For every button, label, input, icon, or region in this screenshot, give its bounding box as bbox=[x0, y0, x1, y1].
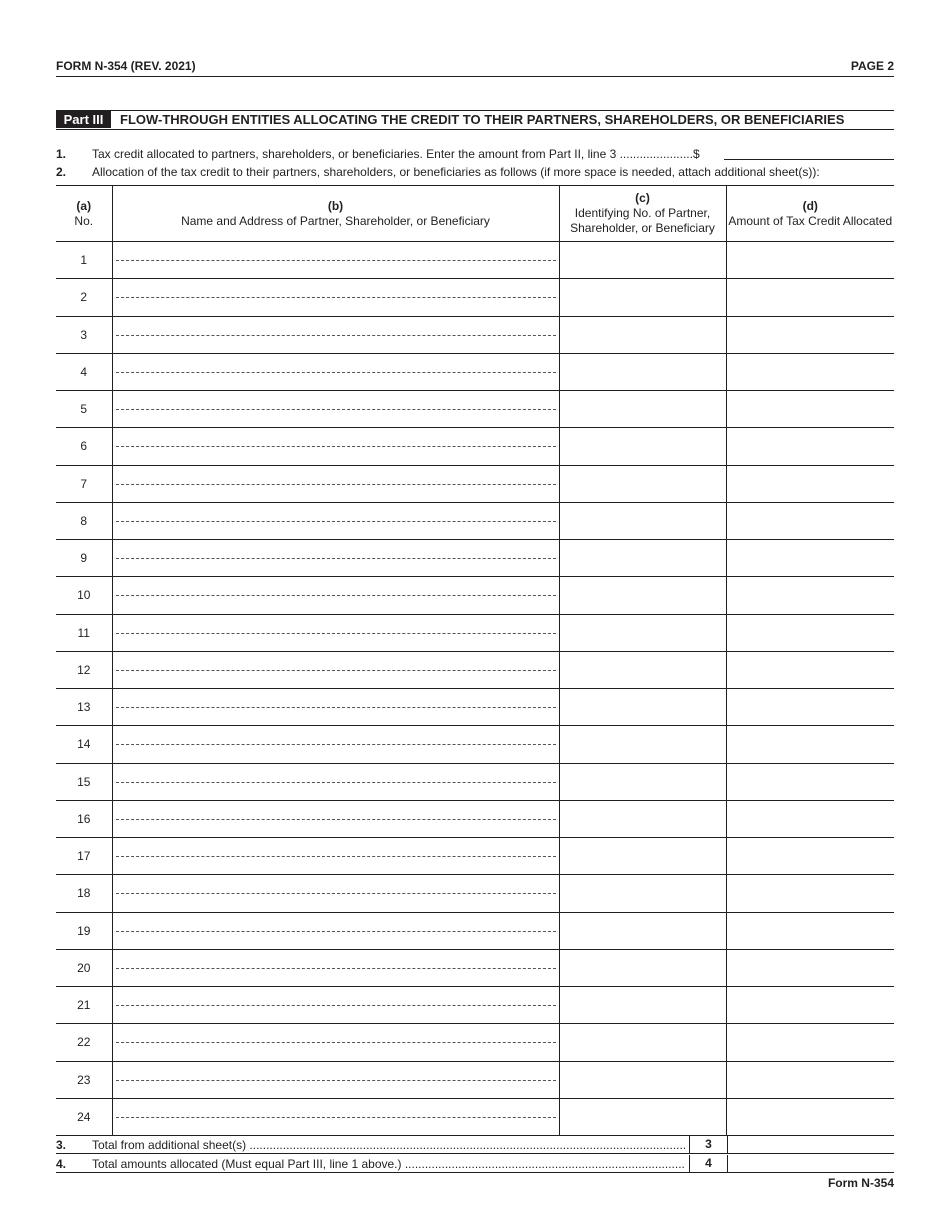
part-label: Part III bbox=[56, 111, 111, 128]
table-row bbox=[56, 651, 894, 688]
identifying-number-field[interactable] bbox=[559, 1061, 726, 1098]
name-address-field[interactable] bbox=[112, 577, 559, 614]
identifying-number-field[interactable] bbox=[559, 279, 726, 316]
dotted-guide bbox=[116, 558, 556, 559]
table-row bbox=[56, 1098, 894, 1135]
line-3-number: 3. bbox=[56, 1138, 67, 1152]
identifying-number-field[interactable] bbox=[559, 763, 726, 800]
dotted-guide bbox=[116, 856, 556, 857]
dotted-guide bbox=[116, 260, 556, 261]
identifying-number-field[interactable] bbox=[559, 465, 726, 502]
line-4-text: Total amounts allocated (Must equal Part III, line 1 above.) ..... bbox=[92, 1157, 685, 1171]
name-address-field[interactable] bbox=[112, 838, 559, 875]
credit-amount-field[interactable] bbox=[726, 540, 894, 577]
identifying-number-field[interactable] bbox=[559, 540, 726, 577]
credit-amount-field[interactable] bbox=[726, 912, 894, 949]
col-a-header: (a) No. bbox=[56, 186, 112, 242]
identifying-number-field[interactable] bbox=[559, 651, 726, 688]
col-c-header: (c) Identifying No. of Partner, Shareholder, or Beneficiary bbox=[559, 186, 726, 242]
dotted-guide bbox=[116, 335, 556, 336]
identifying-number-field[interactable] bbox=[559, 726, 726, 763]
table-row bbox=[56, 1024, 894, 1061]
dotted-guide bbox=[116, 297, 556, 298]
name-address-field[interactable] bbox=[112, 1098, 559, 1135]
table-row bbox=[56, 689, 894, 726]
line-1-text: Tax credit allocated to partners, shareholders, or beneficiaries. Enter the amount from Part II, line 3 ......................$ bbox=[92, 147, 700, 161]
row-number: 16 bbox=[56, 800, 112, 837]
name-address-field[interactable] bbox=[112, 1024, 559, 1061]
row-number: 17 bbox=[56, 838, 112, 875]
identifying-number-field[interactable] bbox=[559, 1024, 726, 1061]
dotted-guide bbox=[116, 819, 556, 820]
line-1-amount-field[interactable] bbox=[724, 159, 894, 160]
row-number: 24 bbox=[56, 1098, 112, 1135]
dotted-guide bbox=[116, 782, 556, 783]
dotted-guide bbox=[116, 1117, 556, 1118]
identifying-number-field[interactable] bbox=[559, 316, 726, 353]
table-row bbox=[56, 242, 894, 279]
row-number: 20 bbox=[56, 949, 112, 986]
dotted-guide bbox=[116, 707, 556, 708]
col-b-header: (b) Name and Address of Partner, Shareholder, or Beneficiary bbox=[112, 186, 559, 242]
identifying-number-field[interactable] bbox=[559, 987, 726, 1024]
table-row bbox=[56, 875, 894, 912]
name-address-field[interactable] bbox=[112, 391, 559, 428]
line-3-total bbox=[56, 1136, 894, 1154]
credit-amount-field[interactable] bbox=[726, 1061, 894, 1098]
form-id: FORM N-354 (REV. 2021) bbox=[56, 59, 196, 73]
row-number: 15 bbox=[56, 763, 112, 800]
table-row bbox=[56, 316, 894, 353]
allocation-table bbox=[56, 185, 894, 1136]
line-2-number: 2. bbox=[56, 165, 67, 179]
row-number: 12 bbox=[56, 651, 112, 688]
credit-amount-field[interactable] bbox=[726, 1024, 894, 1061]
table-row bbox=[56, 800, 894, 837]
name-address-field[interactable] bbox=[112, 540, 559, 577]
name-address-field[interactable] bbox=[112, 279, 559, 316]
credit-amount-field[interactable] bbox=[726, 353, 894, 390]
dotted-guide bbox=[116, 1080, 556, 1081]
row-number: 11 bbox=[56, 614, 112, 651]
name-address-field[interactable] bbox=[112, 949, 559, 986]
header-rule bbox=[56, 76, 894, 77]
row-number: 22 bbox=[56, 1024, 112, 1061]
table-row bbox=[56, 502, 894, 539]
dotted-guide bbox=[116, 1042, 556, 1043]
identifying-number-field[interactable] bbox=[559, 428, 726, 465]
identifying-number-field[interactable] bbox=[559, 838, 726, 875]
table-row bbox=[56, 1061, 894, 1098]
name-address-field[interactable] bbox=[112, 242, 559, 279]
row-number: 14 bbox=[56, 726, 112, 763]
dotted-guide bbox=[116, 372, 556, 373]
row-number: 18 bbox=[56, 875, 112, 912]
row-number: 21 bbox=[56, 987, 112, 1024]
name-address-field[interactable] bbox=[112, 875, 559, 912]
table-header-row bbox=[56, 186, 894, 242]
row-number: 19 bbox=[56, 912, 112, 949]
dotted-guide bbox=[116, 409, 556, 410]
name-address-field[interactable] bbox=[112, 912, 559, 949]
identifying-number-field[interactable] bbox=[559, 614, 726, 651]
page-number: PAGE 2 bbox=[850, 59, 894, 73]
identifying-number-field[interactable] bbox=[559, 391, 726, 428]
name-address-field[interactable] bbox=[112, 353, 559, 390]
credit-amount-field[interactable] bbox=[726, 875, 894, 912]
line-3-box-label: 3 bbox=[689, 1136, 728, 1153]
name-address-field[interactable] bbox=[112, 316, 559, 353]
dotted-guide bbox=[116, 446, 556, 447]
credit-amount-field[interactable] bbox=[726, 1098, 894, 1135]
credit-amount-field[interactable] bbox=[726, 800, 894, 837]
row-number: 8 bbox=[56, 502, 112, 539]
dotted-guide bbox=[116, 744, 556, 745]
row-number: 9 bbox=[56, 540, 112, 577]
dotted-guide bbox=[116, 595, 556, 596]
row-number: 3 bbox=[56, 316, 112, 353]
name-address-field[interactable] bbox=[112, 465, 559, 502]
name-address-field[interactable] bbox=[112, 726, 559, 763]
identifying-number-field[interactable] bbox=[559, 800, 726, 837]
credit-amount-field[interactable] bbox=[726, 949, 894, 986]
row-number: 2 bbox=[56, 279, 112, 316]
dotted-guide bbox=[116, 484, 556, 485]
credit-amount-field[interactable] bbox=[726, 763, 894, 800]
dotted-guide bbox=[116, 931, 556, 932]
table-row bbox=[56, 987, 894, 1024]
credit-amount-field[interactable] bbox=[726, 242, 894, 279]
table-row bbox=[56, 577, 894, 614]
row-number: 13 bbox=[56, 689, 112, 726]
table-row bbox=[56, 949, 894, 986]
identifying-number-field[interactable] bbox=[559, 353, 726, 390]
table-row bbox=[56, 726, 894, 763]
name-address-field[interactable] bbox=[112, 428, 559, 465]
identifying-number-field[interactable] bbox=[559, 1098, 726, 1135]
dotted-guide bbox=[116, 1005, 556, 1006]
table-row bbox=[56, 838, 894, 875]
line-4-box-label: 4 bbox=[689, 1155, 728, 1172]
name-address-field[interactable] bbox=[112, 614, 559, 651]
line-3-text: Total from additional sheet(s) ..... bbox=[92, 1138, 685, 1152]
row-number: 4 bbox=[56, 353, 112, 390]
credit-amount-field[interactable] bbox=[726, 651, 894, 688]
identifying-number-field[interactable] bbox=[559, 242, 726, 279]
line-4-total bbox=[56, 1155, 894, 1173]
identifying-number-field[interactable] bbox=[559, 502, 726, 539]
table-row bbox=[56, 763, 894, 800]
table-row bbox=[56, 540, 894, 577]
name-address-field[interactable] bbox=[112, 689, 559, 726]
dotted-guide bbox=[116, 521, 556, 522]
part-header bbox=[56, 110, 894, 130]
credit-amount-field[interactable] bbox=[726, 987, 894, 1024]
line-4-number: 4. bbox=[56, 1157, 67, 1171]
name-address-field[interactable] bbox=[112, 763, 559, 800]
table-row bbox=[56, 353, 894, 390]
table-row bbox=[56, 279, 894, 316]
table-row bbox=[56, 465, 894, 502]
credit-amount-field[interactable] bbox=[726, 465, 894, 502]
line-2-text: Allocation of the tax credit to their partners, shareholders, or beneficiaries as follows (if more space is needed, attach additional sheet(s)): bbox=[92, 165, 820, 179]
credit-amount-field[interactable] bbox=[726, 726, 894, 763]
table-row bbox=[56, 428, 894, 465]
name-address-field[interactable] bbox=[112, 651, 559, 688]
credit-amount-field[interactable] bbox=[726, 614, 894, 651]
col-d-header: (d) Amount of Tax Credit Allocated bbox=[726, 186, 894, 242]
dotted-guide bbox=[116, 670, 556, 671]
name-address-field[interactable] bbox=[112, 502, 559, 539]
credit-amount-field[interactable] bbox=[726, 316, 894, 353]
name-address-field[interactable] bbox=[112, 1061, 559, 1098]
credit-amount-field[interactable] bbox=[726, 428, 894, 465]
credit-amount-field[interactable] bbox=[726, 838, 894, 875]
dotted-guide bbox=[116, 633, 556, 634]
part-title: FLOW-THROUGH ENTITIES ALLOCATING THE CREDIT TO THEIR PARTNERS, SHAREHOLDERS, OR BENEFICIARIES bbox=[120, 112, 845, 127]
identifying-number-field[interactable] bbox=[559, 949, 726, 986]
credit-amount-field[interactable] bbox=[726, 279, 894, 316]
credit-amount-field[interactable] bbox=[726, 391, 894, 428]
credit-amount-field[interactable] bbox=[726, 502, 894, 539]
name-address-field[interactable] bbox=[112, 987, 559, 1024]
credit-amount-field[interactable] bbox=[726, 577, 894, 614]
identifying-number-field[interactable] bbox=[559, 875, 726, 912]
line-1-number: 1. bbox=[56, 147, 67, 161]
table-row bbox=[56, 614, 894, 651]
row-number: 1 bbox=[56, 242, 112, 279]
table-row bbox=[56, 912, 894, 949]
row-number: 10 bbox=[56, 577, 112, 614]
identifying-number-field[interactable] bbox=[559, 912, 726, 949]
dotted-guide bbox=[116, 968, 556, 969]
identifying-number-field[interactable] bbox=[559, 577, 726, 614]
footer-form-id: Form N-354 bbox=[827, 1176, 894, 1190]
table-row bbox=[56, 391, 894, 428]
row-number: 6 bbox=[56, 428, 112, 465]
credit-amount-field[interactable] bbox=[726, 689, 894, 726]
dotted-guide bbox=[116, 893, 556, 894]
row-number: 5 bbox=[56, 391, 112, 428]
row-number: 23 bbox=[56, 1061, 112, 1098]
row-number: 7 bbox=[56, 465, 112, 502]
identifying-number-field[interactable] bbox=[559, 689, 726, 726]
name-address-field[interactable] bbox=[112, 800, 559, 837]
